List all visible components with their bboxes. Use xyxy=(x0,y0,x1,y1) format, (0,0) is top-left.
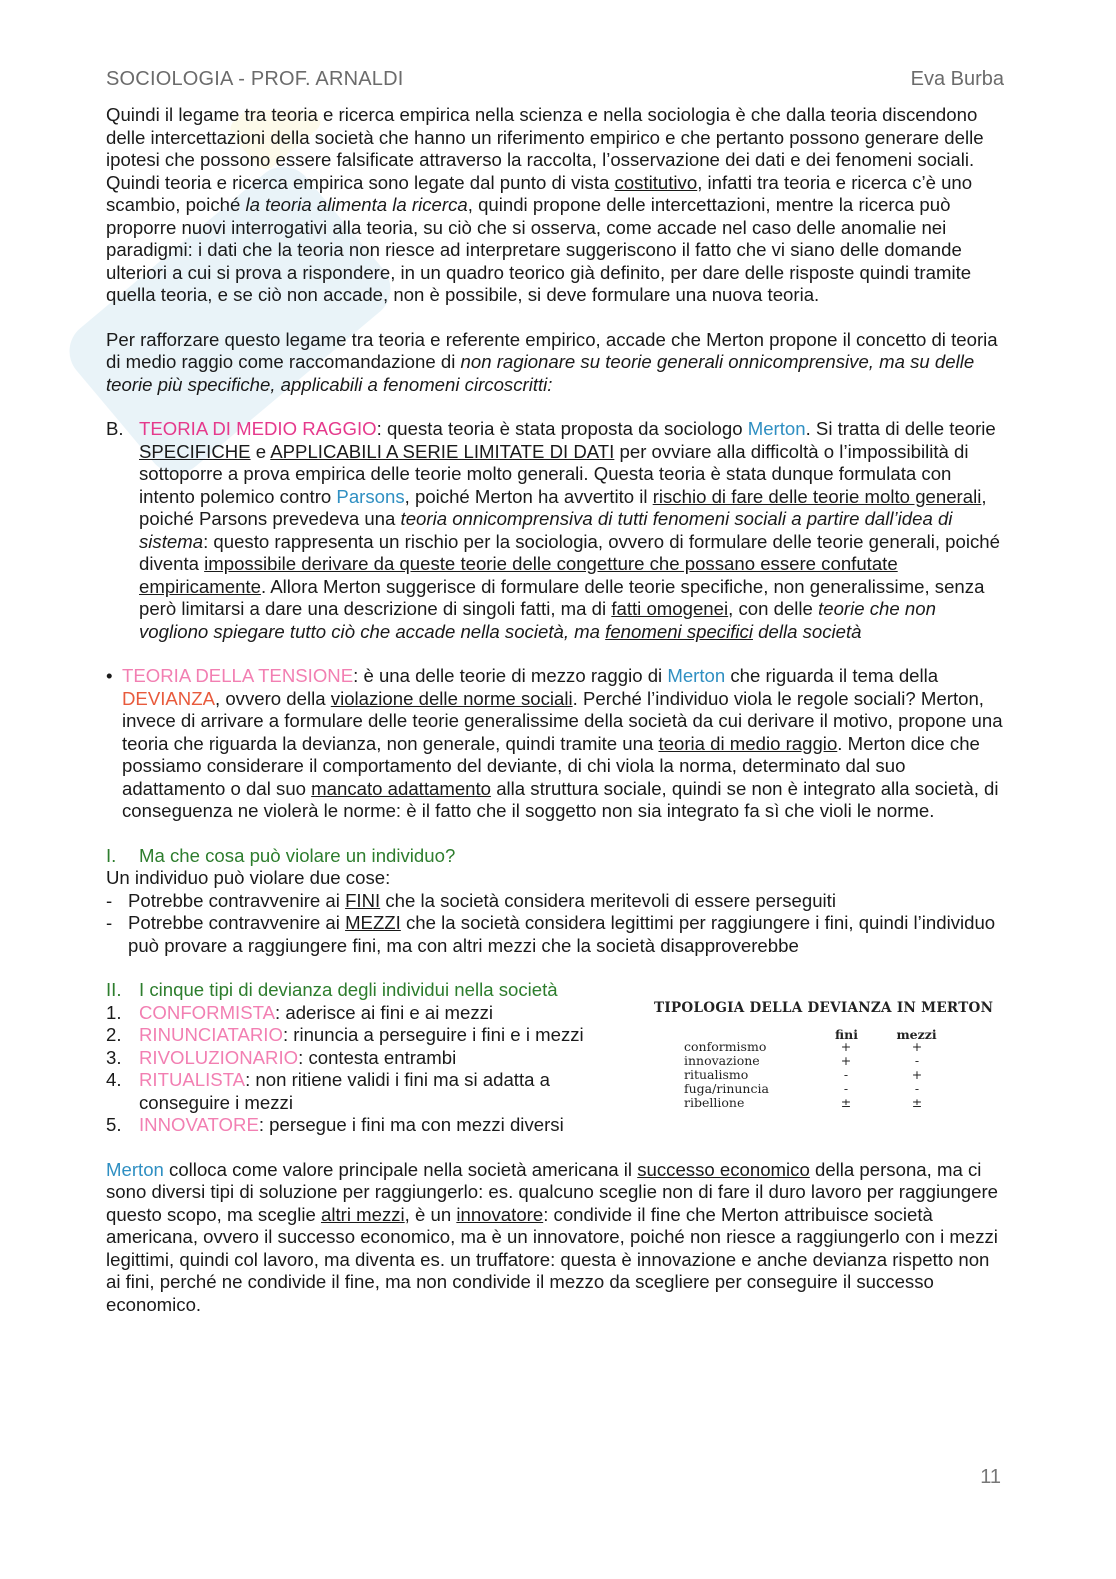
italic-text: teoria onnicomprensiva di tutti fenomeni sociali a partire dall’idea di sistema xyxy=(139,508,953,552)
text-span: , ovvero della xyxy=(215,687,331,709)
underlined-text: mancato adattamento xyxy=(311,777,492,799)
cell-fini: - xyxy=(843,1080,849,1096)
text-span: Potrebbe contravvenire ai xyxy=(128,912,346,933)
deviance-types-list xyxy=(106,1002,636,1137)
cell-mezzi: - xyxy=(914,1052,920,1068)
text-span: , è un xyxy=(404,1203,457,1225)
text-span: Quindi il legame tra teoria e ricerca empirica nella scienza e nella sociologia è che dalla teoria discendono delle intercettazioni della società che hanno un riferimento empirico e che pertanto possono generare delle ipotesi che possono essere falsificate attraverso la raccolta, l’osservazione dei dati e dei fenomeni sociali. Quindi teoria e ricerca empirica sono legate dal punto di vista xyxy=(106,104,984,193)
name-parsons: Parsons xyxy=(336,485,405,507)
table-row xyxy=(654,1082,1004,1096)
name-merton: Merton xyxy=(106,1158,164,1180)
list-number: 5. xyxy=(106,1114,122,1135)
type-name: RINUNCIATARIO xyxy=(139,1024,283,1045)
underlined-text: costitutivo xyxy=(614,171,698,193)
term-devianza: DEVIANZA xyxy=(122,687,215,709)
term-teoria-tensione: TEORIA DELLA TENSIONE xyxy=(122,665,354,686)
text-span: e xyxy=(250,440,271,462)
list-number: 2. xyxy=(106,1024,122,1045)
column-header-fini: fini xyxy=(835,1026,858,1042)
list-item xyxy=(106,1002,636,1025)
paragraph-theory-research xyxy=(106,104,1006,307)
name-merton: Merton xyxy=(747,418,806,439)
column-header-mezzi: mezzi xyxy=(896,1026,937,1042)
section-cinque-tipi xyxy=(106,979,1006,1137)
text-span: , con delle xyxy=(728,598,819,619)
text-span: alla struttura sociale, quindi se non è integrato alla società, di conseguenza ne violerà le norme: è il fatto che il soggetto non sia integrato fa sì che violi le norme. xyxy=(122,777,999,821)
table-row xyxy=(654,1068,1004,1082)
type-description: : contesta entrambi xyxy=(298,1046,457,1068)
deviance-typology-table xyxy=(654,997,1004,1110)
text-span: colloca come valore principale nella società americana il xyxy=(163,1158,638,1180)
cell-fini: - xyxy=(843,1066,849,1082)
underlined-text: altri mezzi xyxy=(320,1203,405,1225)
list-item xyxy=(106,890,1006,913)
underlined-text: innovatore xyxy=(456,1203,544,1225)
type-description: : rinuncia a perseguire i fini e i mezzi xyxy=(282,1024,584,1045)
cell-fini: + xyxy=(840,1052,852,1068)
text-span: . Perché l’individuo viola le regole sociali? Merton, invece di arrivare a formulare delle teorie generalissime della società da cui derivare il motivo, propone una teoria che riguarda la devianza, non generale, quindi tramite una xyxy=(122,687,1003,754)
text-span: , quindi propone delle intercettazioni, mentre la ricerca può proporre nuovi interrogativi alla teoria, su ciò che si osserva, come accade nel caso delle anomalie nei paradigmi: i dati che la teoria non riesce ad interpretare suggeriscono il fatto che vi siano delle domande ulteriori a cui si prova a rispondere, in un quadro teorico già definito, per dare delle risposte quindi tramite quella teoria, e se ciò non accade, non è possibile, si deve formulare una nuova teoria. xyxy=(106,194,972,305)
underlined-text: APPLICABILI A SERIE LIMITATE DI DATI xyxy=(270,440,615,462)
list-marker: II. xyxy=(106,979,122,1000)
table-row xyxy=(654,1054,1004,1068)
text-span: . Allora Merton suggerisce di formulare delle teorie specifiche, non generalissime, senza però limitarsi a dare una descrizione di singoli fatti, ma di xyxy=(139,575,985,619)
table-title: TIPOLOGIA DELLA DEVIANZA IN MERTON xyxy=(654,1000,994,1016)
type-name: INNOVATORE xyxy=(139,1114,259,1135)
cell-mezzi: + xyxy=(911,1066,923,1082)
underlined-text: successo economico xyxy=(637,1158,810,1180)
underlined-text: violazione delle norme sociali xyxy=(330,687,573,709)
paragraph-merton-intro xyxy=(106,329,1006,397)
text-span: della persona, ma ci sono diversi tipi di soluzione per raggiungerlo: es. qualcuno sceglie non di fare il duro lavoro per raggiungere questo scopo, ma sceglie xyxy=(106,1158,999,1225)
type-name: RIVOLUZIONARIO xyxy=(139,1046,299,1068)
cell-mezzi: ± xyxy=(911,1094,923,1110)
underlined-text: impossibile derivare da queste teorie delle congetture che possano essere confutate empiricamente xyxy=(139,553,898,597)
dash-marker: - xyxy=(106,889,113,911)
row-label: ribellione xyxy=(684,1094,745,1110)
italic-text: teorie che non vogliono spiegare tutto ciò che accade nella società, ma xyxy=(139,598,936,642)
list-number: 1. xyxy=(106,1001,122,1023)
text-span: , poiché Merton ha avvertito il xyxy=(404,485,653,507)
cell-mezzi: + xyxy=(911,1038,923,1054)
table-row xyxy=(654,1096,1004,1110)
text-span: Potrebbe contravvenire ai xyxy=(128,889,346,911)
name-merton: Merton xyxy=(667,665,726,686)
list-marker: I. xyxy=(106,844,117,866)
underlined-text: MEZZI xyxy=(345,912,401,933)
text-span: : questa teoria è stata proposta da sociologo xyxy=(376,418,748,439)
subheading-text: I cinque tipi di devianza degli individui nella società xyxy=(139,979,558,1000)
underlined-italic-text: fenomeni specifici xyxy=(605,620,753,642)
underlined-text: rischio di fare delle teorie molto generali xyxy=(652,485,982,507)
text-span: . Merton dice che possiamo considerare il comportamento del deviante, di chi viola la norma, determinato dal suo adattamento o dal suo xyxy=(122,732,980,799)
text-span: per ovviare alla difficoltà o l’impossibilità di sottoporre a prova empirica delle teorie molto generali. Questa teoria è stata dunque formulata con intento polemico contro xyxy=(139,440,969,507)
row-label: ritualismo xyxy=(684,1066,749,1082)
type-description: : aderisce ai fini e ai mezzi xyxy=(275,1001,494,1023)
page-header xyxy=(106,68,1004,96)
dash-marker: - xyxy=(106,912,113,933)
underlined-text: teoria di medio raggio xyxy=(658,732,838,754)
author-name: Eva Burba xyxy=(910,68,1004,90)
list-item xyxy=(106,912,1006,957)
list-marker: B. xyxy=(106,418,124,439)
row-label: fuga/rinuncia xyxy=(684,1080,769,1096)
row-label: innovazione xyxy=(684,1052,760,1068)
underlined-text: FINI xyxy=(345,889,381,911)
list-item xyxy=(106,1069,636,1114)
subheading-cosa-violare xyxy=(106,845,1006,868)
table-row xyxy=(654,1040,1004,1054)
text-span: : questo rappresenta un rischio per la sociologia, ovvero di formulare delle teorie generali, poiché diventa xyxy=(139,530,1000,574)
table-header xyxy=(654,1024,1004,1040)
text-span: : condivide il fine che Merton attribuisce società americana, ovvero il successo economico, ma è un innovatore, poiché non riesce a raggiungerlo con i mezzi legittimi, quindi col lavoro, ma diventa es. un truffatore: questa è innovazione e anche devianza rispetto non ai fini, perché ne condivide il fine, ma non condivide il mezzo da scegliere per conseguire il successo economico. xyxy=(106,1203,998,1315)
cell-fini: ± xyxy=(840,1094,852,1110)
page-body xyxy=(106,104,1006,1316)
list-item xyxy=(106,1114,636,1137)
text-span: Per rafforzare questo legame tra teoria e referente empirico, accade che Merton propone il concetto di teoria di medio raggio come raccomandazione di xyxy=(106,328,998,372)
list-number: 4. xyxy=(106,1069,122,1090)
list-item xyxy=(106,1024,636,1047)
subheading-cinque-tipi xyxy=(106,979,636,1002)
text-span: che la società considera legittimi per raggiungere i fini, quindi l’individuo può provare a raggiungere fini, ma con altri mezzi che la società disapproverebbe xyxy=(128,912,996,956)
list-number: 3. xyxy=(106,1046,122,1068)
type-description: : persegue i fini ma con mezzi diversi xyxy=(258,1114,564,1135)
italic-text: la teoria alimenta la ricerca xyxy=(245,194,468,215)
type-name: RITUALISTA xyxy=(139,1069,246,1090)
section-medio-raggio xyxy=(106,418,1006,643)
paragraph-successo-economico xyxy=(106,1159,1006,1317)
italic-text: non ragionare su teorie generali onnicomprensive, ma su delle teorie più specifiche, applicabili a fenomeni circoscritti: xyxy=(106,351,975,395)
type-description: : non ritiene validi i fini ma si adatta a conseguire i mezzi xyxy=(139,1069,550,1113)
cell-mezzi: - xyxy=(914,1080,920,1096)
paragraph-due-cose: Un individuo può violare due cose: xyxy=(106,867,391,888)
section-teoria-tensione xyxy=(106,665,1006,823)
term-medio-raggio: TEORIA DI MEDIO RAGGIO xyxy=(139,418,377,439)
text-span: che riguarda il tema della xyxy=(725,665,939,686)
underlined-text: fatti omogenei xyxy=(611,598,729,619)
text-span: . Si tratta di delle teorie xyxy=(805,418,996,439)
italic-text: della società xyxy=(752,620,862,642)
text-span: , poiché Parsons prevedeva una xyxy=(139,485,987,529)
type-name: CONFORMISTA xyxy=(139,1001,276,1023)
row-label: conformismo xyxy=(684,1038,767,1054)
subheading-text: Ma che cosa può violare un individuo? xyxy=(139,844,456,866)
cell-fini: + xyxy=(840,1038,852,1054)
text-span: che la società considera meritevoli di essere perseguiti xyxy=(380,889,836,911)
course-title: SOCIOLOGIA - PROF. ARNALDI xyxy=(106,68,404,90)
underlined-text: SPECIFICHE xyxy=(139,440,251,462)
bullet-marker: • xyxy=(106,665,113,686)
list-item xyxy=(106,1047,636,1070)
page-number: 11 xyxy=(980,1466,1001,1488)
text-span: : è una delle teorie di mezzo raggio di xyxy=(353,665,668,686)
text-span: , infatti tra teoria e ricerca c’è uno scambio, poiché xyxy=(106,171,973,215)
